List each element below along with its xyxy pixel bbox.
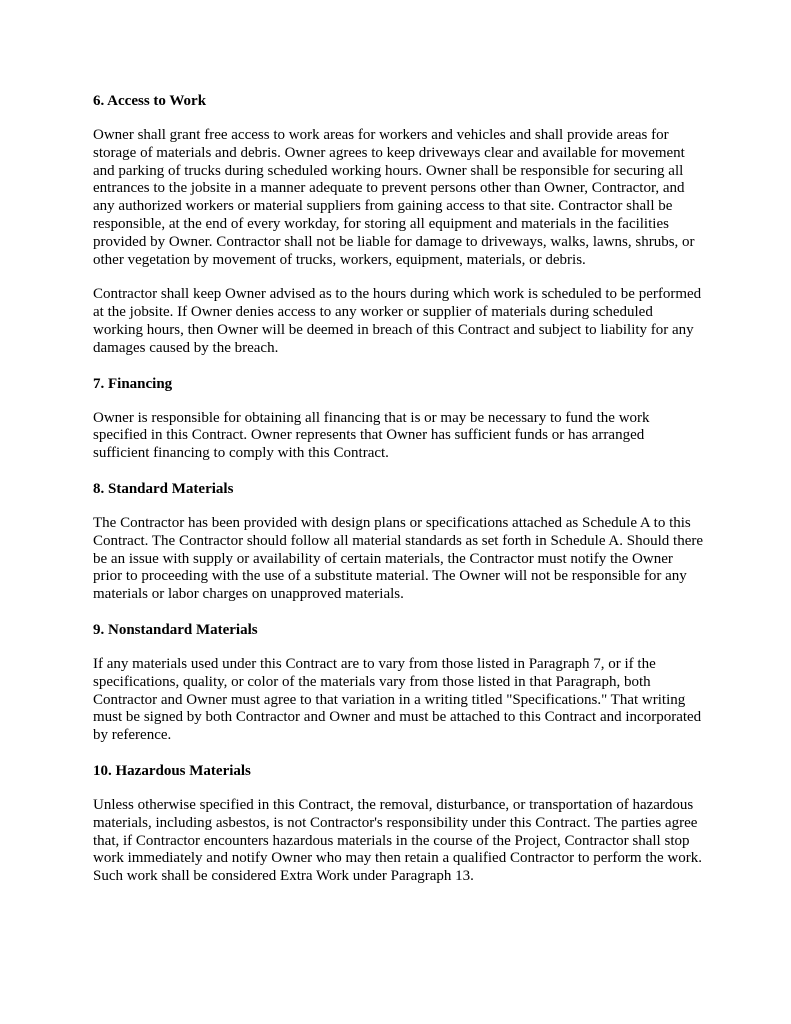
- paragraph: Unless otherwise specified in this Contract, the removal, disturbance, or transportation of hazardous materials, including asbestos, is not Contractor's responsibility under this Contract. The parties agree that, if Contractor encounters hazardous materials in the course of the Project, Contractor shall stop work immediately and notify Owner who may then retain a qualified Contractor to perform the work. Such work shall be considered Extra Work under Paragraph 13.: [93, 796, 702, 885]
- section-heading: 10. Hazardous Materials: [93, 762, 251, 779]
- section-access-to-work: [93, 92, 703, 358]
- section-heading: 6. Access to Work: [93, 93, 207, 109]
- section-heading: 8. Standard Materials: [93, 480, 234, 497]
- paragraph: Owner shall grant free access to work areas for workers and vehicles and shall provide areas for storage of materials and debris. Owner agrees to keep driveways clear and available for movement and parking of trucks during scheduled working hours. Owner shall be responsible for securing all entrances to the jobsite in a manner adequate to prevent persons other than Owner, Contractor, and any authorized workers or material suppliers from gaining access to that site. Contractor shall be responsible, at the end of every workday, for storing all equipment and materials in the facilities provided by Owner. Contractor shall not be liable for damage to driveways, walks, lawns, shrubs, or other vegetation by movement of trucks, workers, equipment, materials, or debris.: [93, 127, 695, 268]
- section-nonstandard-materials: [93, 621, 703, 745]
- section-heading: 7. Financing: [93, 375, 173, 392]
- paragraph: Owner is responsible for obtaining all financing that is or may be necessary to fund the work specified in this Contract. Owner represents that Owner has sufficient funds or has arranged sufficient financing to comply with this Contract.: [93, 409, 650, 462]
- paragraph: The Contractor has been provided with design plans or specifications attached as Schedule A to this Contract. The Contractor should follow all material standards as set forth in Schedule A. Should there be an issue with supply or availability of certain materials, the Contractor must notify the Owner prior to proceeding with the use of a substitute material. The Owner will not be responsible for any materials or labor charges on unapproved materials.: [93, 514, 704, 603]
- paragraph: If any materials used under this Contract are to vary from those listed in Paragraph 7, or if the specifications, quality, or color of the materials vary from those listed in that Paragraph, both Contractor and Owner must agree to that variation in a writing titled "Specifications." That writing must be signed by both Contractor and Owner and must be attached to this Contract and incorporated by reference.: [93, 655, 702, 744]
- section-standard-materials: [93, 480, 703, 604]
- section-financing: [93, 375, 703, 463]
- section-hazardous-materials: [93, 762, 703, 886]
- section-heading: 9. Nonstandard Materials: [93, 621, 258, 638]
- document-page: [93, 92, 703, 903]
- paragraph: Contractor shall keep Owner advised as to the hours during which work is scheduled to be performed at the jobsite. If Owner denies access to any worker or supplier of materials during scheduled working hours, then Owner will be deemed in breach of this Contract and subject to liability for any damages caused by the breach.: [93, 286, 702, 356]
